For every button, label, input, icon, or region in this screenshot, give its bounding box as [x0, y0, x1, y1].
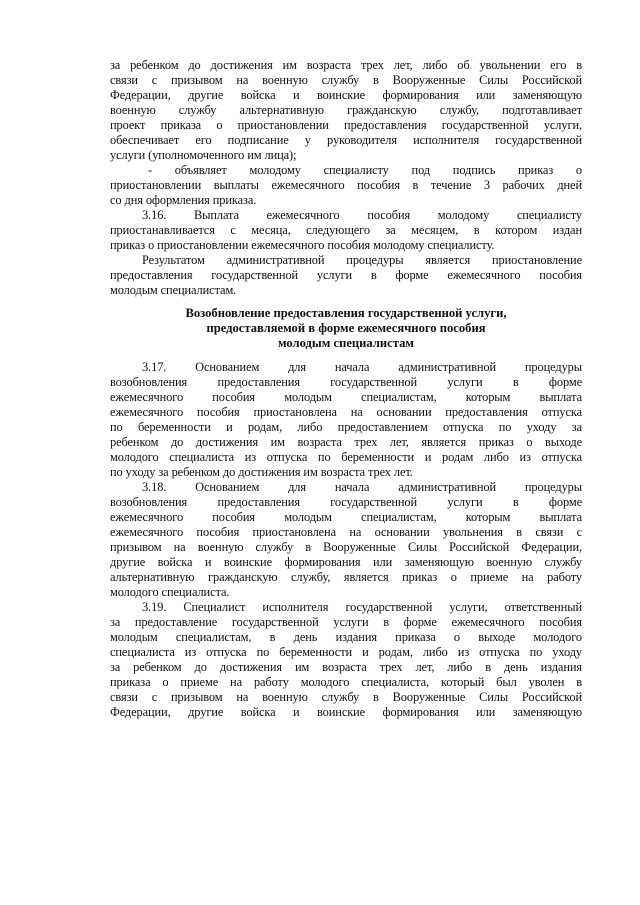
- paragraph-3-18: 3.18. Основанием для начала административной процедуры: [142, 480, 582, 494]
- text-line: ежемесячного пособия приостановлена на основании увольнения в связи с: [110, 525, 582, 539]
- text-line: по беременности и родам, либо предоставлением отпуска по уходу за: [110, 420, 582, 434]
- section-heading: Возобновление предоставления государственной услуги,: [185, 306, 507, 320]
- paragraph-3-19: 3.19. Специалист исполнителя государственной услуги, ответственный: [142, 600, 582, 614]
- text-line: ежемесячного пособия приостановлена на основании предоставления отпуска: [110, 405, 582, 419]
- text-line: специалиста из отпуска по беременности и родам, либо из отпуска по уходу: [110, 645, 582, 659]
- paragraph-3-16: 3.16. Выплата ежемесячного пособия молодому специалисту: [142, 208, 582, 222]
- text-line: призывом на военную службу в Вооруженные Силы Российской Федерации,: [110, 540, 582, 554]
- text-line: проект приказа о приостановлении предоставления государственной услуги,: [110, 118, 582, 132]
- text-line: ежемесячного пособия молодым специалистам, которым выплата: [110, 390, 582, 404]
- section-heading: молодым специалистам: [278, 336, 414, 350]
- text-line: возобновления предоставления государственной услуги в форме: [110, 495, 582, 509]
- text-line: по уходу за ребенком до достижения им возраста трех лет.: [110, 465, 413, 479]
- text-line: молодым специалистам.: [110, 283, 237, 297]
- text-line: приостанавливается с месяца, следующего за месяцем, в котором издан: [110, 223, 582, 237]
- text-line: за ребенком до достижения им возраста трех лет, либо об увольнении его в: [110, 58, 582, 72]
- text-line: ребенком до достижения им возраста трех лет, является приказ о выходе: [110, 435, 582, 449]
- text-line: Федерации, другие войска и воинские формирования или заменяющую: [110, 88, 582, 102]
- text-line: ежемесячного пособия молодым специалистам, которым выплата: [110, 510, 582, 524]
- text-line: приказ о приостановлении ежемесячного пособия молодому специалисту.: [110, 238, 495, 252]
- text-line: приказа о приеме на работу молодого специалиста, который был уволен в: [110, 675, 582, 689]
- text-line: обеспечивает его подписание у руководителя исполнителя государственной: [110, 133, 582, 147]
- section-heading: предоставляемой в форме ежемесячного пособия: [206, 321, 486, 335]
- text-line: молодым специалистам, в день издания приказа о выходе молодого: [110, 630, 582, 644]
- text-line: военную службу альтернативную гражданскую службу, подготавливает: [110, 103, 582, 117]
- paragraph-3-17: 3.17. Основанием для начала административной процедуры: [142, 360, 582, 374]
- text-line: молодого специалиста из отпуска по беременности и родам либо из отпуска: [110, 450, 582, 464]
- text-line: другие войска и воинские формирования или заменяющую военную службу: [110, 555, 582, 569]
- text-line: альтернативную гражданскую службу, является приказ о приеме на работу: [110, 570, 582, 584]
- bullet-line: - объявляет молодому специалисту под подпись приказ о: [148, 163, 582, 177]
- text-line: Федерации, другие войска и воинские формирования или заменяющую: [110, 705, 582, 719]
- text-line: связи с призывом на военную службу в Вооруженные Силы Российской: [110, 73, 582, 87]
- text-line: за ребенком до достижения им возраста трех лет, либо в день издания: [110, 660, 582, 674]
- text-line: за предоставление государственной услуги в форме ежемесячного пособия: [110, 615, 582, 629]
- text-line: предоставления государственной услуги в форме ежемесячного пособия: [110, 268, 582, 282]
- text-line: связи с призывом на военную службу в Вооруженные Силы Российской: [110, 690, 582, 704]
- result-paragraph: Результатом административной процедуры является приостановление: [142, 253, 582, 267]
- text-line: молодого специалиста.: [110, 585, 230, 599]
- text-line: со дня оформления приказа.: [110, 193, 257, 207]
- text-line: возобновления предоставления государственной услуги в форме: [110, 375, 582, 389]
- text-line: приостановлении выплаты ежемесячного пособия в течение 3 рабочих дней: [110, 178, 582, 192]
- text-line: услуги (уполномоченного им лица);: [110, 148, 297, 162]
